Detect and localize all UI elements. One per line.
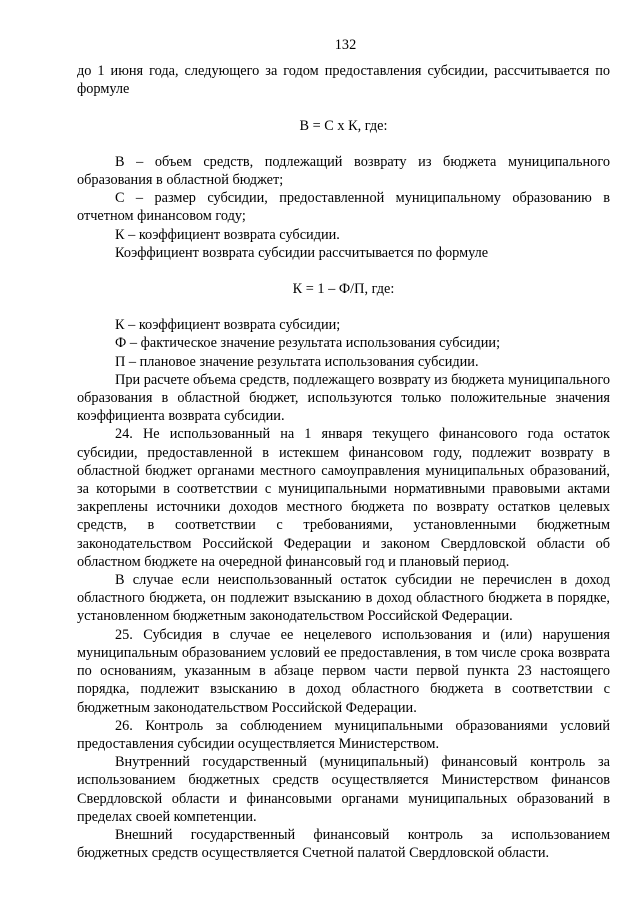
- paragraph-unused-balance: В случае если неиспользованный остаток субсидии не перечислен в доход областного бюджета, он подлежит взысканию в доход областного бюджета в порядке, установленном бюджетным законодательством Российской Федерации.: [77, 572, 610, 625]
- formula-return-volume: В = С х К, где:: [299, 117, 388, 134]
- definition-f: Ф – фактическое значение результата использования субсидии;: [115, 335, 501, 352]
- paragraph-coefficient-intro: Коэффициент возврата субсидии рассчитывается по формуле: [115, 244, 489, 261]
- paragraph-item-26: 26. Контроль за соблюдением муниципальными образованиями условий предоставления субсидии осуществляется Министерством.: [77, 717, 610, 752]
- definition-k-coefficient: К – коэффициент возврата субсидии;: [115, 317, 341, 334]
- paragraph-item-25: 25. Субсидия в случае ее нецелевого использования и (или) нарушения муниципальным образованием условий ее предоставления, в том числе срока возврата по основаниям, указанным в абзаце первом части первой пункта 23 настоящего порядка, подлежит взысканию в доход областного бюджета в соответствии с бюджетным законодательством Российской Федерации.: [77, 626, 610, 716]
- formula-return-coefficient: К = 1 – Ф/П, где:: [292, 281, 395, 298]
- definition-k: К – коэффициент возврата субсидии.: [115, 226, 340, 243]
- paragraph-formula-intro: до 1 июня года, следующего за годом предоставления субсидии, рассчитывается по формуле: [77, 63, 610, 98]
- paragraph-positive-values: При расчете объема средств, подлежащего возврату из бюджета муниципального образования в областной бюджет, используются только положительные значения коэффициента возврата субсидии.: [77, 371, 610, 425]
- definition-b: В – объем средств, подлежащий возврату из бюджета муниципального образования в областной бюджет;: [77, 153, 610, 189]
- document-page: [77, 36, 610, 862]
- page-number: 132: [334, 37, 357, 53]
- paragraph-item-24: 24. Не использованный на 1 января текущего финансового года остаток субсидии, предоставленной в истекшем финансовом году, подлежит возврату в областной бюджет органами местного самоуправления муниципальных образований, за которыми в соответствии с муниципальными нормативными правовыми актами закреплены источники доходов местного бюджета по возврату остатков целевых средств, в соответствии с требованиями, установленными бюджетным законодательством Российской Федерации и законом Свердловской области об областном бюджете на очередной финансовый год и плановый период.: [77, 426, 610, 570]
- paragraph-external-control: Внешний государственный финансовый контроль за использованием бюджетных средств осуществляется Счетной палатой Свердловской области.: [77, 826, 610, 862]
- definition-p: П – плановое значение результата использования субсидии.: [115, 353, 479, 370]
- paragraph-internal-control: Внутренний государственный (муниципальный) финансовый контроль за использованием бюджетных средств осуществляется Министерством финансов Свердловской области и финансовыми органами муниципальных образований в пределах своей компетенции.: [77, 754, 610, 825]
- definition-c: С – размер субсидии, предоставленной муниципальному образованию в отчетном финансовом году;: [77, 190, 610, 225]
